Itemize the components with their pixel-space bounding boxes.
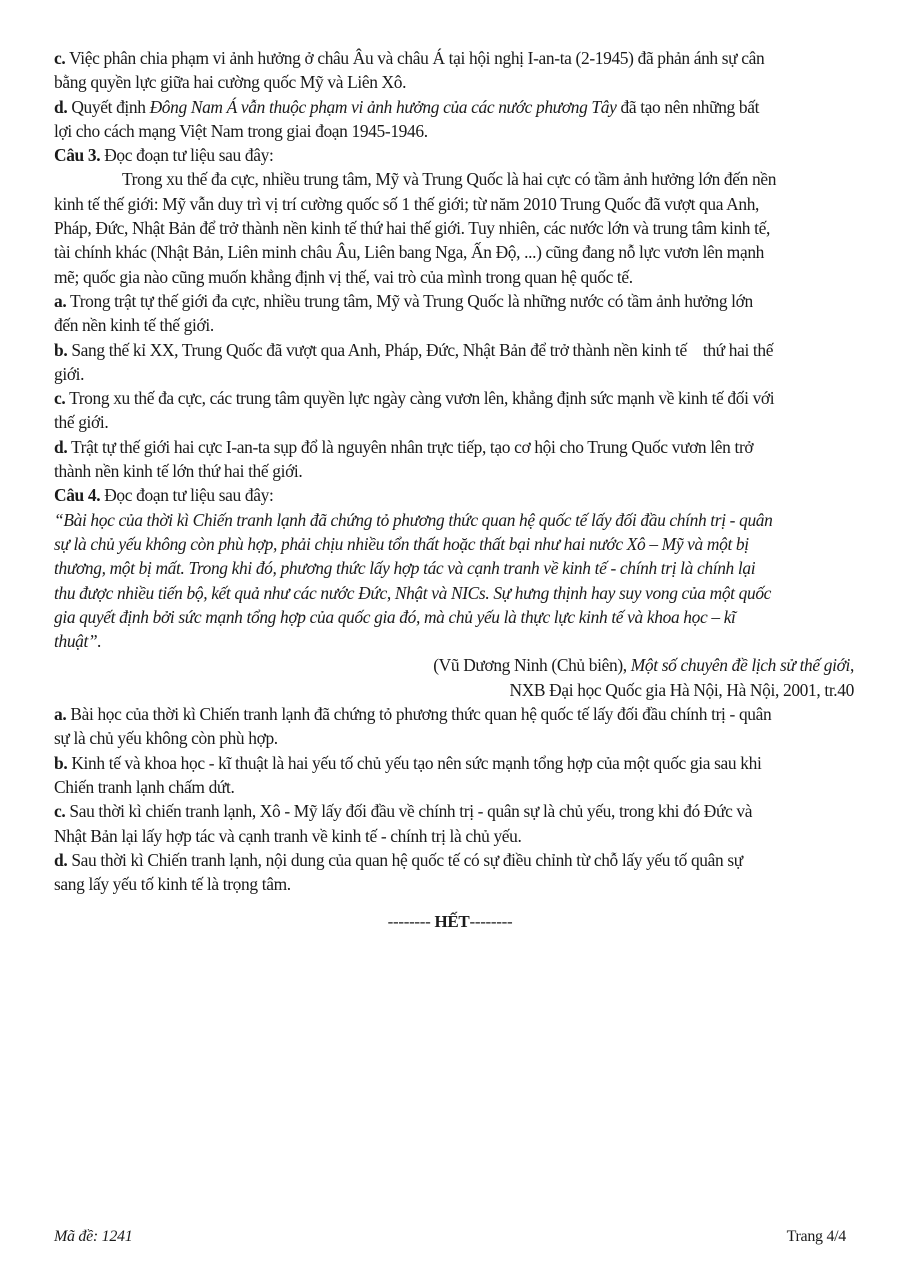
- option-label: d.: [54, 96, 68, 117]
- passage-line: tài chính khác (Nhật Bản, Liên minh châu Âu, Liên bang Nga, Ấn Độ, ...) cũng đang nỗ lực vươn lên mạnh: [54, 242, 765, 263]
- option-text: sang lấy yếu tố kinh tế là trọng tâm.: [54, 874, 291, 895]
- option-text: bằng quyền lực giữa hai cường quốc Mỹ và Liên Xô.: [54, 72, 407, 93]
- q2-option-c: [54, 46, 854, 95]
- end-text: HẾT: [430, 912, 470, 931]
- option-text: Sau thời kì Chiến tranh lạnh, nội dung của quan hệ quốc tế có sự điều chỉnh từ chỗ lấy yếu tố quân sự: [71, 849, 743, 870]
- option-label: d.: [54, 436, 68, 457]
- quote-line: thương, một bị mất. Trong khi đó, phương thức lấy hợp tác và cạnh tranh về kinh tế - chính trị là chính lại: [54, 558, 756, 579]
- passage-line: Trong xu thế đa cực, nhiều trung tâm, Mỹ và Trung Quốc là hai cực có tầm ảnh hưởng lớn đến nền: [122, 169, 777, 190]
- option-label: b.: [54, 752, 68, 773]
- quote-line: “Bài học của thời kì Chiến tranh lạnh đã chứng tỏ phương thức quan hệ quốc tế lấy đối đầu chính trị - quân: [54, 509, 773, 530]
- question-3: [54, 143, 854, 483]
- option-text: sự là chủ yếu không còn phù hợp.: [54, 728, 278, 749]
- option-label: c.: [54, 48, 66, 68]
- question-4: [54, 483, 854, 896]
- question-heading: [54, 143, 854, 167]
- option-label: c.: [54, 388, 66, 409]
- end-of-exam-marker: [0, 912, 900, 932]
- page-number: Trang 4/4: [786, 1228, 846, 1245]
- option-label: d.: [54, 849, 68, 870]
- q4-option-d: [54, 848, 854, 897]
- passage-line: kinh tế thế giới: Mỹ vẫn duy trì vị trí cường quốc số 1 thế giới; từ năm 2010 Trung Quốc đã vượt qua Anh,: [54, 193, 760, 214]
- option-text: Quyết định: [71, 96, 150, 117]
- q4-option-a: [54, 702, 854, 751]
- quote-line: thu được nhiều tiến bộ, kết quả như các nước Đức, Nhật và NICs. Sự hưng thịnh hay suy vong của một quốc: [54, 582, 772, 603]
- citation: [54, 653, 854, 702]
- question-label: Câu 3.: [54, 145, 101, 166]
- option-text: Chiến tranh lạnh chấm dứt.: [54, 776, 235, 797]
- option-text: Kinh tế và khoa học - kĩ thuật là hai yếu tố chủ yếu tạo nên sức mạnh tổng hợp của một quốc gia sau khi: [71, 752, 762, 773]
- page-footer: [54, 1228, 846, 1246]
- dashes: --------: [469, 912, 513, 931]
- option-text: đến nền kinh tế thế giới.: [54, 315, 214, 336]
- option-text: Trong trật tự thế giới đa cực, nhiều trung tâm, Mỹ và Trung Quốc là những nước có tầm ảnh hưởng lớn: [70, 290, 753, 311]
- quote-line: sự là chủ yếu không còn phù hợp, phải chịu nhiều tổn thất hoặc thất bại như hai nước Xô – Mỹ và một bị: [54, 533, 749, 554]
- option-label: a.: [54, 290, 67, 311]
- citation-text: ,: [850, 655, 854, 676]
- question-label: Câu 4.: [54, 485, 101, 506]
- source-quote: [54, 508, 854, 654]
- question-heading: [54, 483, 854, 507]
- q2-option-d: [54, 95, 854, 144]
- option-text: thế giới.: [54, 412, 109, 433]
- question-prompt: Đọc đoạn tư liệu sau đây:: [100, 145, 274, 166]
- question-prompt: Đọc đoạn tư liệu sau đây:: [100, 485, 274, 506]
- exam-code: Mã đề: 1241: [54, 1228, 133, 1245]
- q3-option-a: [54, 289, 854, 338]
- q3-option-b: [54, 338, 854, 387]
- option-label: c.: [54, 801, 66, 822]
- exam-page: [54, 46, 854, 896]
- citation-text: (Vũ Dương Ninh (Chủ biên),: [433, 655, 631, 676]
- option-text: Trật tự thế giới hai cực I-an-ta sụp đổ là nguyên nhân trực tiếp, tạo cơ hội cho Trung Quốc vươn lên trở: [71, 436, 754, 457]
- option-text: Bài học của thời kì Chiến tranh lạnh đã chứng tỏ phương thức quan hệ quốc tế lấy đối đầu chính trị - quân: [70, 704, 772, 725]
- q4-option-c: [54, 799, 854, 848]
- option-text: giới.: [54, 363, 85, 384]
- q3-option-c: [54, 386, 854, 435]
- dashes: --------: [387, 912, 431, 931]
- option-text: lợi cho cách mạng Việt Nam trong giai đoạn 1945-1946.: [54, 120, 428, 141]
- option-text: Trong xu thế đa cực, các trung tâm quyền lực ngày càng vươn lên, khẳng định sức mạnh về kinh tế đối với: [69, 388, 775, 409]
- passage-line: Pháp, Đức, Nhật Bản để trở thành nền kinh tế thứ hai thế giới. Tuy nhiên, các nước lớn và trung tâm kinh tế,: [54, 218, 770, 239]
- quote-line: gia quyết định bởi sức mạnh tổng hợp của quốc gia đó, mà chủ yếu là thực lực kinh tế và khoa học – kĩ: [54, 606, 736, 627]
- quote-line: thuật”.: [54, 631, 102, 652]
- option-text-italic: Đông Nam Á vẫn thuộc phạm vi ảnh hưởng của các nước phương Tây: [149, 96, 617, 117]
- passage-line: mẽ; quốc gia nào cũng muốn khẳng định vị thế, vai trò của mình trong quan hệ quốc tế.: [54, 266, 633, 287]
- option-text: thành nền kinh tế lớn thứ hai thế giới.: [54, 461, 303, 482]
- option-label: a.: [54, 704, 67, 725]
- q4-option-b: [54, 751, 854, 800]
- citation-book-title: Một số chuyên đề lịch sử thế giới: [630, 655, 850, 676]
- citation-publisher: NXB Đại học Quốc gia Hà Nội, Hà Nội, 2001, tr.40: [509, 679, 854, 700]
- source-passage: [54, 167, 854, 288]
- option-text: Sau thời kì chiến tranh lạnh, Xô - Mỹ lấy đối đầu về chính trị - quân sự là chủ yếu, trong khi đó Đức và: [69, 801, 753, 822]
- option-text: Nhật Bản lại lấy hợp tác và cạnh tranh về kinh tế - chính trị là chủ yếu.: [54, 825, 522, 846]
- option-label: b.: [54, 339, 68, 360]
- option-text: đã tạo nên những bất: [616, 96, 760, 117]
- option-text: Sang thế kỉ XX, Trung Quốc đã vượt qua Anh, Pháp, Đức, Nhật Bản để trở thành nền kinh tế thứ hai thế: [71, 339, 774, 360]
- q3-option-d: [54, 435, 854, 484]
- option-text: Việc phân chia phạm vi ảnh hưởng ở châu Âu và châu Á tại hội nghị I-an-ta (2-1945) đã phản ánh sự cân: [69, 48, 765, 68]
